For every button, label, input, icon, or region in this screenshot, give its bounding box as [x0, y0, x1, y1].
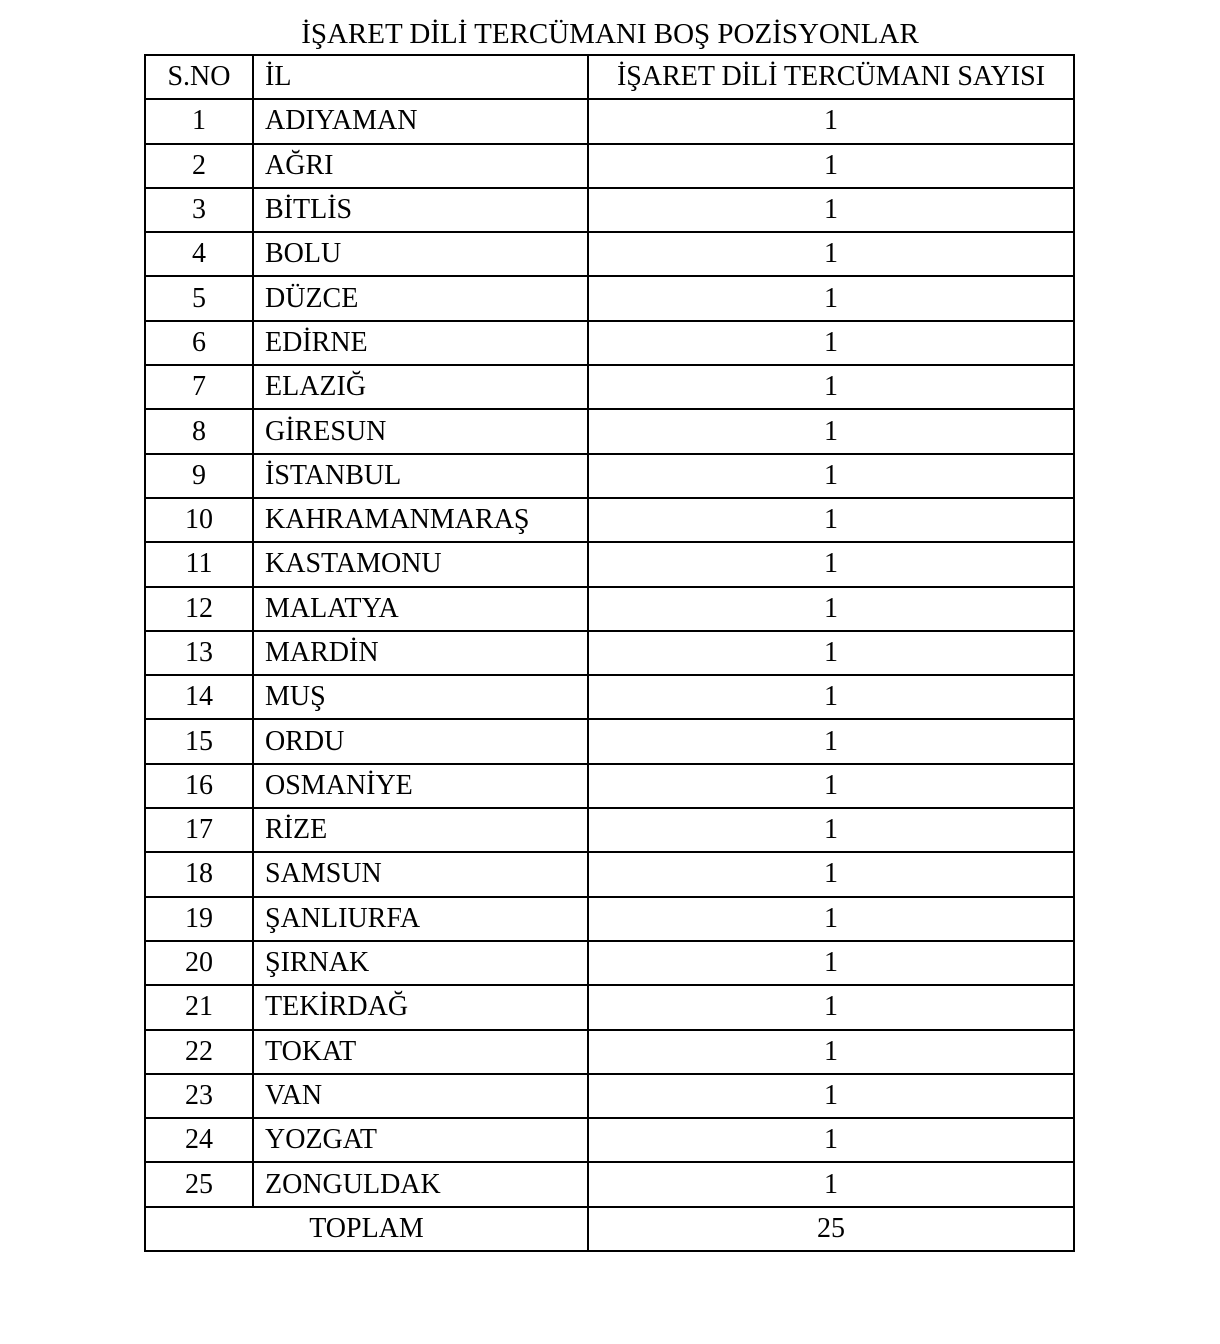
row-count: 1 [588, 144, 1074, 188]
table-row [145, 232, 1074, 276]
row-count: 1 [588, 1074, 1074, 1118]
table-row [145, 276, 1074, 320]
row-province: YOZGAT [253, 1118, 588, 1162]
row-province: TEKİRDAĞ [253, 985, 588, 1029]
row-province: VAN [253, 1074, 588, 1118]
total-value: 25 [588, 1207, 1074, 1251]
row-number: 3 [145, 188, 253, 232]
table-row [145, 365, 1074, 409]
table-row [145, 144, 1074, 188]
row-count: 1 [588, 454, 1074, 498]
row-number: 25 [145, 1162, 253, 1206]
table-row [145, 719, 1074, 763]
row-number: 9 [145, 454, 253, 498]
row-count: 1 [588, 99, 1074, 143]
row-count: 1 [588, 276, 1074, 320]
row-province: ADIYAMAN [253, 99, 588, 143]
table-row [145, 1030, 1074, 1074]
total-label: TOPLAM [145, 1207, 588, 1251]
table-header-row [145, 55, 1074, 99]
row-province: ŞANLIURFA [253, 897, 588, 941]
row-count: 1 [588, 409, 1074, 453]
row-count: 1 [588, 188, 1074, 232]
row-number: 13 [145, 631, 253, 675]
row-count: 1 [588, 675, 1074, 719]
row-number: 4 [145, 232, 253, 276]
row-number: 2 [145, 144, 253, 188]
row-province: EDİRNE [253, 321, 588, 365]
table-row [145, 1074, 1074, 1118]
row-province: GİRESUN [253, 409, 588, 453]
row-province: DÜZCE [253, 276, 588, 320]
table-row [145, 542, 1074, 586]
row-province: KASTAMONU [253, 542, 588, 586]
row-province: ORDU [253, 719, 588, 763]
header-il: İL [253, 55, 588, 99]
table-body [145, 99, 1074, 1206]
row-number: 14 [145, 675, 253, 719]
row-province: OSMANİYE [253, 764, 588, 808]
row-count: 1 [588, 498, 1074, 542]
table-row [145, 985, 1074, 1029]
row-province: BOLU [253, 232, 588, 276]
table-row [145, 631, 1074, 675]
positions-table [144, 54, 1075, 1252]
row-count: 1 [588, 808, 1074, 852]
row-count: 1 [588, 1030, 1074, 1074]
row-number: 17 [145, 808, 253, 852]
row-number: 8 [145, 409, 253, 453]
row-number: 22 [145, 1030, 253, 1074]
row-province: ZONGULDAK [253, 1162, 588, 1206]
table-row [145, 1162, 1074, 1206]
row-count: 1 [588, 365, 1074, 409]
table-row [145, 587, 1074, 631]
table-row [145, 808, 1074, 852]
row-number: 6 [145, 321, 253, 365]
table-row [145, 1118, 1074, 1162]
row-province: ELAZIĞ [253, 365, 588, 409]
row-count: 1 [588, 321, 1074, 365]
row-number: 21 [145, 985, 253, 1029]
row-number: 12 [145, 587, 253, 631]
row-count: 1 [588, 1162, 1074, 1206]
table-row [145, 498, 1074, 542]
table-row [145, 852, 1074, 896]
row-province: RİZE [253, 808, 588, 852]
total-row [145, 1207, 1074, 1251]
row-number: 5 [145, 276, 253, 320]
table-row [145, 941, 1074, 985]
table-row [145, 99, 1074, 143]
row-province: MARDİN [253, 631, 588, 675]
row-number: 19 [145, 897, 253, 941]
row-province: BİTLİS [253, 188, 588, 232]
row-count: 1 [588, 587, 1074, 631]
row-number: 15 [145, 719, 253, 763]
row-number: 1 [145, 99, 253, 143]
row-count: 1 [588, 1118, 1074, 1162]
row-count: 1 [588, 852, 1074, 896]
table-row [145, 321, 1074, 365]
row-number: 23 [145, 1074, 253, 1118]
row-count: 1 [588, 764, 1074, 808]
table-row [145, 764, 1074, 808]
row-number: 18 [145, 852, 253, 896]
row-count: 1 [588, 631, 1074, 675]
row-province: TOKAT [253, 1030, 588, 1074]
row-province: MALATYA [253, 587, 588, 631]
row-number: 24 [145, 1118, 253, 1162]
row-count: 1 [588, 542, 1074, 586]
row-province: SAMSUN [253, 852, 588, 896]
header-sno: S.NO [145, 55, 253, 99]
header-count: İŞARET DİLİ TERCÜMANI SAYISI [588, 55, 1074, 99]
row-province: ŞIRNAK [253, 941, 588, 985]
page-title: İŞARET DİLİ TERCÜMANI BOŞ POZİSYONLAR [301, 18, 919, 50]
row-number: 10 [145, 498, 253, 542]
row-province: AĞRI [253, 144, 588, 188]
row-number: 11 [145, 542, 253, 586]
table-row [145, 409, 1074, 453]
row-count: 1 [588, 941, 1074, 985]
row-number: 20 [145, 941, 253, 985]
row-province: İSTANBUL [253, 454, 588, 498]
row-number: 16 [145, 764, 253, 808]
row-number: 7 [145, 365, 253, 409]
row-province: KAHRAMANMARAŞ [253, 498, 588, 542]
row-count: 1 [588, 897, 1074, 941]
table-row [145, 454, 1074, 498]
row-province: MUŞ [253, 675, 588, 719]
table-row [145, 675, 1074, 719]
row-count: 1 [588, 232, 1074, 276]
row-count: 1 [588, 719, 1074, 763]
table-row [145, 897, 1074, 941]
row-count: 1 [588, 985, 1074, 1029]
table-row [145, 188, 1074, 232]
